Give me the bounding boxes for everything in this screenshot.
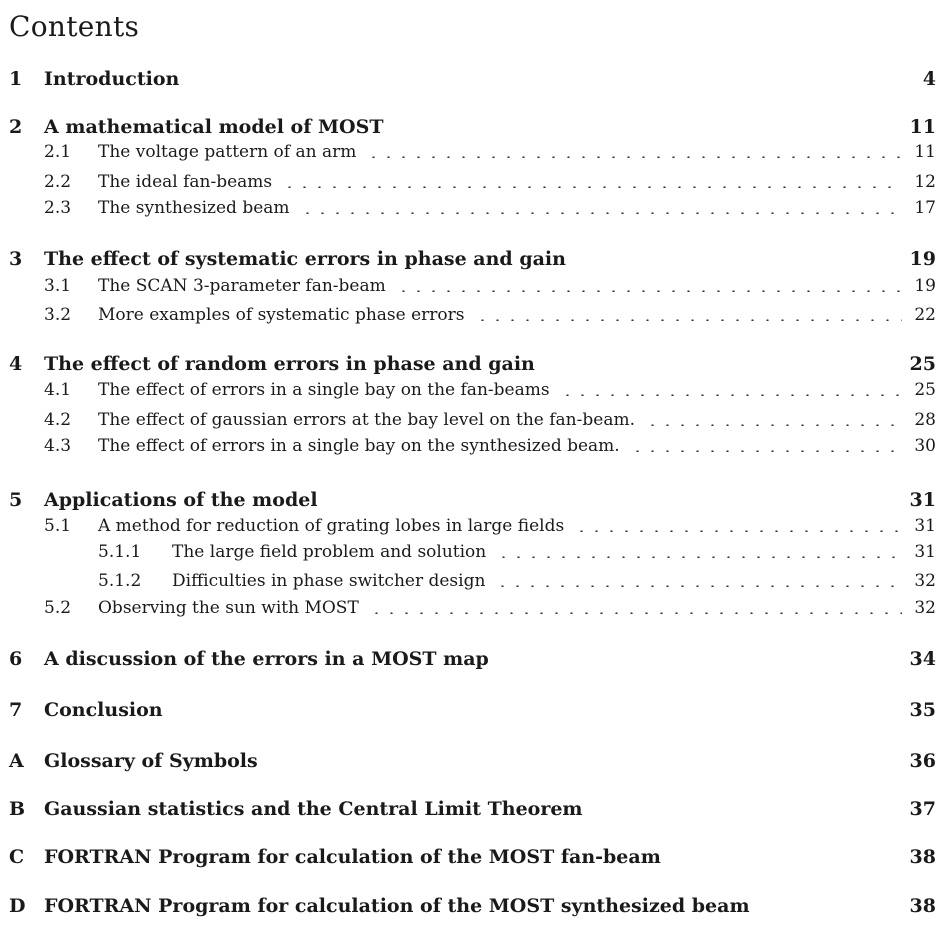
toc-entry-title: Conclusion [44, 699, 163, 721]
toc-entry-title: FORTRAN Program for calculation of the MOST fan-beam [44, 846, 661, 868]
toc-entry-chapter [0, 248, 950, 276]
toc-entry-title: The effect of errors in a single bay on the synthesized beam. [98, 436, 620, 456]
toc-entry-title: The effect of random errors in phase and gain [44, 353, 535, 375]
toc-entry-title: Gaussian statistics and the Central Limit Theorem [44, 798, 583, 820]
toc-entry-chapter [0, 648, 950, 676]
dot-leader [645, 424, 902, 426]
toc-entry-number: 5.1 [44, 516, 72, 536]
toc-entry-number: 2 [9, 116, 23, 138]
dot-leader [396, 290, 902, 292]
toc-entry-page: 36 [909, 750, 936, 772]
toc-entry-number: 2.2 [44, 172, 72, 192]
toc-entry-subsection [0, 542, 950, 570]
toc-entry-title: FORTRAN Program for calculation of the MOST synthesized beam [44, 895, 750, 917]
dot-leader [495, 585, 902, 587]
toc-entry-page: 37 [909, 798, 936, 820]
toc-entry-number: A [9, 750, 24, 772]
toc-entry-page: 31 [914, 542, 936, 562]
toc-entry-page: 25 [909, 353, 936, 375]
toc-entry-chapter [0, 895, 950, 923]
toc-entry-chapter [0, 489, 950, 517]
dot-leader [369, 612, 902, 614]
toc-entry-title: A discussion of the errors in a MOST map [44, 648, 489, 670]
toc-entry-title: The effect of errors in a single bay on the fan-beams [98, 380, 550, 400]
toc-entry-page: 28 [914, 410, 936, 430]
toc-entry-page: 11 [914, 142, 936, 162]
toc-entry-number: 4.2 [44, 410, 72, 430]
toc-entry-page: 19 [909, 248, 936, 270]
page-title: Contents [9, 10, 140, 43]
toc-entry-page: 32 [914, 571, 936, 591]
toc-entry-section [0, 516, 950, 544]
dot-leader [282, 186, 902, 188]
toc-entry-section [0, 198, 950, 226]
toc-entry-title: The large field problem and solution [172, 542, 487, 562]
toc-entry-page: 31 [914, 516, 936, 536]
toc-entry-section [0, 436, 950, 464]
toc-entry-page: 35 [909, 699, 936, 721]
toc-entry-chapter [0, 750, 950, 778]
toc-entry-title: Observing the sun with MOST [98, 598, 359, 618]
toc-entry-page: 12 [914, 172, 936, 192]
toc-entry-chapter [0, 68, 950, 96]
toc-entry-title: The voltage pattern of an arm [98, 142, 357, 162]
toc-entry-number: 5 [9, 489, 23, 511]
toc-entry-page: 38 [909, 846, 936, 868]
toc-entry-number: 5.1.2 [98, 571, 142, 591]
toc-entry-title: A method for reduction of grating lobes in large fields [98, 516, 565, 536]
dot-leader [300, 212, 902, 214]
toc-entry-number: 4.3 [44, 436, 72, 456]
toc-entry-chapter [0, 798, 950, 826]
toc-entry-section [0, 172, 950, 200]
toc-entry-number: 4 [9, 353, 23, 375]
toc-entry-number: 5.1.1 [98, 542, 142, 562]
dot-leader [366, 156, 902, 158]
dot-leader [574, 530, 902, 532]
toc-entry-title: More examples of systematic phase errors [98, 305, 465, 325]
toc-entry-number: 3.2 [44, 305, 72, 325]
toc-entry-chapter [0, 353, 950, 381]
toc-entry-page: 31 [909, 489, 936, 511]
toc-entry-section [0, 276, 950, 304]
toc-entry-number: 4.1 [44, 380, 72, 400]
toc-entry-title: Difficulties in phase switcher design [172, 571, 486, 591]
dot-leader [496, 556, 902, 558]
toc-entry-section [0, 142, 950, 170]
toc-entry-number: 5.2 [44, 598, 72, 618]
toc-entry-title: A mathematical model of MOST [44, 116, 384, 138]
toc-entry-section [0, 305, 950, 333]
toc-entry-page: 17 [914, 198, 936, 218]
toc-entry-title: Glossary of Symbols [44, 750, 258, 772]
toc-entry-page: 34 [909, 648, 936, 670]
toc-entry-number: 3.1 [44, 276, 72, 296]
toc-entry-section [0, 598, 950, 626]
toc-entry-number: 7 [9, 699, 23, 721]
toc-entry-number: 6 [9, 648, 23, 670]
toc-entry-subsection [0, 571, 950, 599]
toc-entry-chapter [0, 116, 950, 144]
toc-entry-title: The synthesized beam [98, 198, 290, 218]
toc-entry-title: Applications of the model [44, 489, 318, 511]
toc-entry-section [0, 380, 950, 408]
toc-entry-section [0, 410, 950, 438]
toc-entry-chapter [0, 846, 950, 874]
toc-entry-number: D [9, 895, 26, 917]
toc-entry-title: The effect of gaussian errors at the bay level on the fan-beam. [98, 410, 635, 430]
toc-entry-page: 30 [914, 436, 936, 456]
toc-entry-page: 38 [909, 895, 936, 917]
toc-entry-page: 22 [914, 305, 936, 325]
dot-leader [560, 394, 902, 396]
toc-entry-page: 4 [922, 68, 936, 90]
toc-entry-title: Introduction [44, 68, 180, 90]
dot-leader [630, 450, 902, 452]
toc-entry-title: The effect of systematic errors in phase and gain [44, 248, 566, 270]
toc-entry-number: 3 [9, 248, 23, 270]
toc-entry-number: 2.1 [44, 142, 72, 162]
toc-entry-number: 2.3 [44, 198, 72, 218]
toc-entry-page: 32 [914, 598, 936, 618]
toc-entry-title: The SCAN 3-parameter fan-beam [98, 276, 386, 296]
toc-entry-page: 19 [914, 276, 936, 296]
toc-entry-number: C [9, 846, 25, 868]
toc-entry-chapter [0, 699, 950, 727]
dot-leader [475, 319, 902, 321]
toc-entry-page: 25 [914, 380, 936, 400]
toc-entry-title: The ideal fan-beams [98, 172, 273, 192]
toc-entry-page: 11 [909, 116, 936, 138]
toc-entry-number: 1 [9, 68, 23, 90]
toc-entry-number: B [9, 798, 26, 820]
